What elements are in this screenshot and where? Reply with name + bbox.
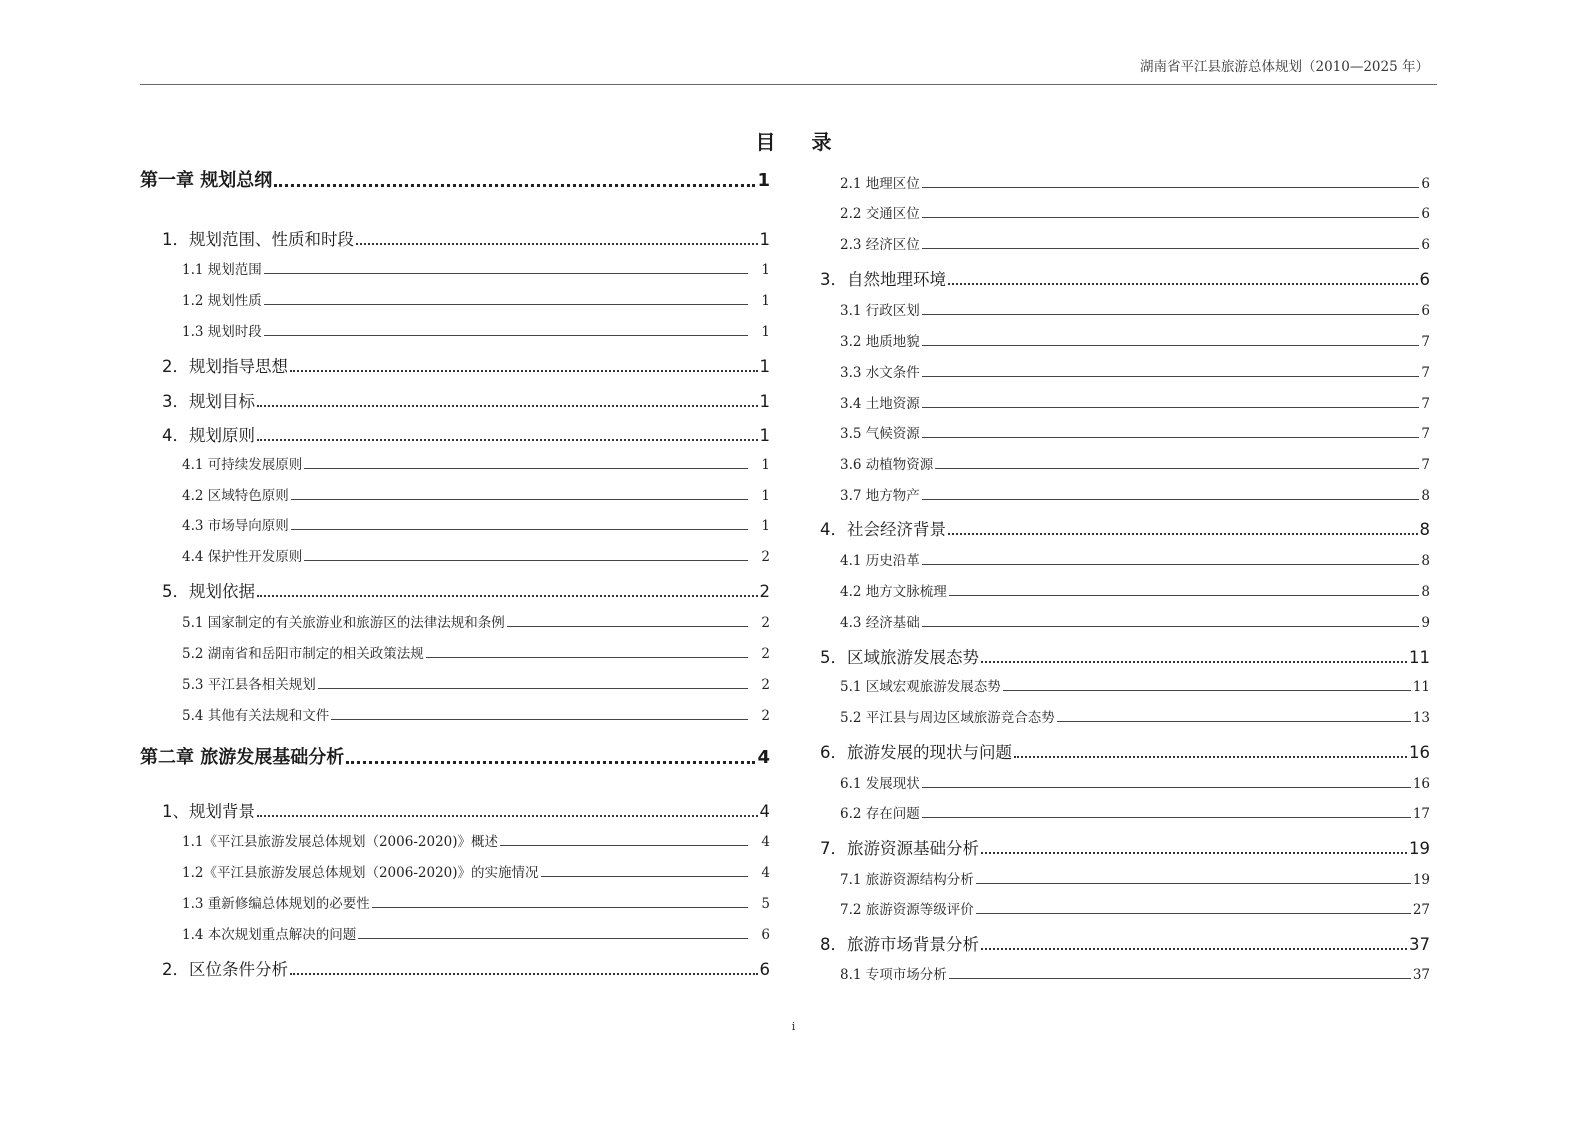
toc-page-number: 5 <box>761 896 770 912</box>
toc-leader <box>356 243 758 245</box>
toc-entry-label: 1.3 规划时段 <box>182 324 262 340</box>
toc-section-entry[interactable] <box>820 739 1430 763</box>
toc-page-number: 1 <box>759 357 770 376</box>
toc-leader <box>976 913 1411 914</box>
toc-page-number: 1 <box>761 293 770 309</box>
toc-section-entry[interactable] <box>140 353 770 377</box>
toc-page-number: 1 <box>759 426 770 445</box>
toc-section-entry[interactable] <box>820 835 1430 859</box>
toc-entry-label: 3.5 气候资源 <box>840 426 920 442</box>
toc-page-number: 6 <box>1421 237 1430 253</box>
toc-page-number: 2 <box>761 677 770 693</box>
toc-entry-label: 5．规划依据 <box>162 582 255 601</box>
toc-section-entry[interactable] <box>820 931 1430 955</box>
toc-subsection-entry[interactable] <box>820 233 1430 253</box>
toc-entry-label: 7.1 旅游资源结构分析 <box>840 872 974 888</box>
toc-page-number: 1 <box>757 170 770 191</box>
toc-page-number: 1 <box>759 230 770 249</box>
toc-subsection-entry[interactable] <box>140 514 770 534</box>
toc-entry-label: 2.2 交通区位 <box>840 206 920 222</box>
toc-subsection-entry[interactable] <box>820 706 1430 726</box>
toc-subsection-entry[interactable] <box>140 861 770 881</box>
toc-page-number: 8 <box>1421 488 1430 504</box>
toc-chapter-entry[interactable] <box>140 166 770 192</box>
toc-leader <box>948 283 1418 285</box>
toc-entry-label: 第一章 规划总纲 <box>140 170 273 191</box>
toc-subsection-entry[interactable] <box>820 202 1430 222</box>
toc-entry-label: 4.2 地方文脉梳理 <box>840 584 947 600</box>
toc-page-number: 9 <box>1421 615 1430 631</box>
toc-page-number: 37 <box>1409 935 1430 954</box>
toc-page-number: 19 <box>1409 839 1430 858</box>
toc-leader <box>257 815 758 817</box>
toc-page-number: 7 <box>1421 365 1430 381</box>
toc-leader <box>331 719 748 720</box>
toc-entry-label: 1．规划范围、性质和时段 <box>162 230 354 249</box>
toc-leader <box>922 187 1420 188</box>
toc-leader <box>981 852 1407 854</box>
toc-section-entry[interactable] <box>820 516 1430 540</box>
toc-entry-label: 8.1 专项市场分析 <box>840 967 947 983</box>
toc-page-number: 7 <box>1421 396 1430 412</box>
toc-section-entry[interactable] <box>140 956 770 980</box>
toc-leader <box>291 499 748 500</box>
toc-entry-label: 6.1 发展现状 <box>840 776 920 792</box>
toc-leader <box>922 248 1420 249</box>
toc-entry-label: 3．规划目标 <box>162 392 255 411</box>
toc-leader <box>922 626 1420 627</box>
toc-leader <box>949 595 1420 596</box>
toc-page-number: 1 <box>761 324 770 340</box>
toc-subsection-entry[interactable] <box>820 422 1430 442</box>
toc-page-number: 4 <box>759 802 770 821</box>
toc-page-number: 8 <box>1421 584 1430 600</box>
toc-leader <box>948 533 1418 535</box>
toc-subsection-entry[interactable] <box>820 802 1430 822</box>
toc-leader <box>922 437 1420 438</box>
toc-page-number: 8 <box>1419 520 1430 539</box>
toc-entry-label: 2．区位条件分析 <box>162 960 288 979</box>
toc-entry-label: 5.4 其他有关法规和文件 <box>182 708 330 724</box>
toc-page-number: 6 <box>1419 270 1430 289</box>
toc-entry-label: 3.4 土地资源 <box>840 396 920 412</box>
toc-entry-label: 5．区域旅游发展态势 <box>820 648 979 667</box>
toc-leader <box>264 335 748 336</box>
toc-subsection-entry[interactable] <box>820 963 1430 983</box>
toc-entry-label: 3．自然地理环境 <box>820 270 946 289</box>
toc-leader <box>507 626 748 627</box>
running-header: 湖南省平江县旅游总体规划（2010—2025 年） <box>1139 59 1429 75</box>
toc-entry-label: 8．旅游市场背景分析 <box>820 935 979 954</box>
toc-entry-label: 6.2 存在问题 <box>840 806 920 822</box>
toc-page-number: 1 <box>761 488 770 504</box>
toc-entry-label: 1.2《平江县旅游发展总体规划（2006-2020)》的实施情况 <box>182 865 539 881</box>
toc-leader <box>346 761 755 764</box>
toc-leader <box>290 973 758 975</box>
toc-page-number: 1 <box>761 518 770 534</box>
header-rule <box>140 84 1437 85</box>
toc-page-number: 4 <box>757 747 770 768</box>
toc-page-number: 2 <box>759 582 770 601</box>
toc-leader <box>290 370 758 372</box>
toc-entry-label: 5.3 平江县各相关规划 <box>182 677 316 693</box>
toc-leader <box>922 345 1420 346</box>
toc-leader <box>264 273 748 274</box>
toc-entry-label: 1.4 本次规划重点解决的问题 <box>182 927 357 943</box>
toc-page-number: 1 <box>761 262 770 278</box>
toc-entry-label: 4.3 市场导向原则 <box>182 518 289 534</box>
toc-leader <box>935 468 1419 469</box>
toc-leader <box>500 845 748 846</box>
toc-subsection-entry[interactable] <box>140 258 770 278</box>
toc-page-number: 1 <box>761 457 770 473</box>
toc-entry-label: 第二章 旅游发展基础分析 <box>140 747 345 768</box>
toc-entry-label: 1.1 规划范围 <box>182 262 262 278</box>
toc-leader <box>318 688 748 689</box>
toc-leader <box>922 564 1420 565</box>
toc-section-entry[interactable] <box>140 226 770 250</box>
toc-page-number: 2 <box>761 708 770 724</box>
toc-leader <box>922 376 1420 377</box>
toc-leader <box>1057 721 1411 722</box>
toc-section-entry[interactable] <box>140 388 770 412</box>
toc-leader <box>257 595 758 597</box>
toc-entry-label: 4．规划原则 <box>162 426 255 445</box>
toc-leader <box>358 938 748 939</box>
toc-subsection-entry[interactable] <box>140 611 770 631</box>
toc-leader <box>1003 690 1411 691</box>
toc-subsection-entry[interactable] <box>820 361 1430 381</box>
toc-page-number: 6 <box>759 960 770 979</box>
toc-entry-label: 1.1《平江县旅游发展总体规划（2006-2020)》概述 <box>182 834 499 850</box>
toc-page-number: 7 <box>1421 426 1430 442</box>
toc-entry-label: 1.3 重新修编总体规划的必要性 <box>182 896 370 912</box>
toc-page-number: 4 <box>761 834 770 850</box>
toc-entry-label: 6．旅游发展的现状与问题 <box>820 743 1012 762</box>
toc-leader <box>426 657 748 658</box>
toc-subsection-entry[interactable] <box>820 772 1430 792</box>
toc-subsection-entry[interactable] <box>820 172 1430 192</box>
toc-page-number: 16 <box>1409 743 1430 762</box>
toc-chapter-entry[interactable] <box>140 743 770 769</box>
toc-page-number: 2 <box>761 549 770 565</box>
toc-subsection-entry[interactable] <box>140 545 770 565</box>
toc-subsection-entry[interactable] <box>820 611 1430 631</box>
toc-entry-label: 3.7 地方物产 <box>840 488 920 504</box>
toc-subsection-entry[interactable] <box>820 675 1430 695</box>
toc-page-number: 8 <box>1421 553 1430 569</box>
toc-entry-label: 4.3 经济基础 <box>840 615 920 631</box>
toc-title: 目录 <box>755 130 868 154</box>
toc-leader <box>257 405 758 407</box>
toc-entry-label: 3.3 水文条件 <box>840 365 920 381</box>
toc-subsection-entry[interactable] <box>820 868 1430 888</box>
toc-subsection-entry[interactable] <box>140 673 770 693</box>
toc-page-number: 37 <box>1412 967 1430 983</box>
toc-entry-label: 4.1 历史沿革 <box>840 553 920 569</box>
toc-entry-label: 4．社会经济背景 <box>820 520 946 539</box>
toc-page-number: 16 <box>1412 776 1430 792</box>
toc-entry-label: 5.1 国家制定的有关旅游业和旅游区的法律法规和条例 <box>182 615 505 631</box>
toc-subsection-entry[interactable] <box>140 704 770 724</box>
toc-page-number: 1 <box>759 392 770 411</box>
toc-page-number: 11 <box>1409 648 1430 667</box>
toc-leader <box>981 661 1407 663</box>
page-number: i <box>791 1020 796 1033</box>
toc-page-number: 27 <box>1412 902 1430 918</box>
toc-page-number: 2 <box>761 646 770 662</box>
toc-subsection-entry[interactable] <box>820 898 1430 918</box>
toc-leader <box>372 907 748 908</box>
toc-leader <box>274 184 755 187</box>
toc-entry-label: 4.2 区域特色原则 <box>182 488 289 504</box>
toc-leader <box>922 407 1420 408</box>
toc-subsection-entry[interactable] <box>140 289 770 309</box>
toc-subsection-entry[interactable] <box>140 830 770 850</box>
toc-entry-label: 5.2 平江县与周边区域旅游竞合态势 <box>840 710 1055 726</box>
toc-leader <box>291 529 748 530</box>
toc-entry-label: 5.1 区域宏观旅游发展态势 <box>840 679 1001 695</box>
toc-page-number: 11 <box>1412 679 1430 695</box>
toc-leader <box>922 217 1420 218</box>
toc-subsection-entry[interactable] <box>140 484 770 504</box>
toc-subsection-entry[interactable] <box>820 580 1430 600</box>
toc-entry-label: 2.3 经济区位 <box>840 237 920 253</box>
toc-subsection-entry[interactable] <box>140 642 770 662</box>
toc-subsection-entry[interactable] <box>820 453 1430 473</box>
toc-subsection-entry[interactable] <box>140 453 770 473</box>
toc-subsection-entry[interactable] <box>140 320 770 340</box>
toc-leader <box>922 499 1420 500</box>
toc-leader <box>257 439 758 441</box>
toc-section-entry[interactable] <box>140 798 770 822</box>
toc-entry-label: 1、规划背景 <box>162 802 255 821</box>
toc-entry-label: 2.1 地理区位 <box>840 176 920 192</box>
toc-entry-label: 7．旅游资源基础分析 <box>820 839 979 858</box>
toc-section-entry[interactable] <box>140 578 770 602</box>
toc-section-entry[interactable] <box>140 422 770 446</box>
toc-section-entry[interactable] <box>820 266 1430 290</box>
toc-leader <box>304 468 748 469</box>
toc-leader <box>922 787 1411 788</box>
toc-leader <box>922 817 1411 818</box>
toc-leader <box>981 948 1407 950</box>
toc-leader <box>976 883 1411 884</box>
toc-subsection-entry[interactable] <box>140 892 770 912</box>
toc-page-number: 2 <box>761 615 770 631</box>
toc-page-number: 17 <box>1412 806 1430 822</box>
toc-leader <box>541 876 748 877</box>
toc-leader <box>304 560 748 561</box>
toc-section-entry[interactable] <box>820 644 1430 668</box>
toc-page-number: 6 <box>1421 206 1430 222</box>
toc-page-number: 7 <box>1421 457 1430 473</box>
toc-page-number: 6 <box>1421 303 1430 319</box>
toc-subsection-entry[interactable] <box>820 299 1430 319</box>
toc-entry-label: 1.2 规划性质 <box>182 293 262 309</box>
toc-entry-label: 2．规划指导思想 <box>162 357 288 376</box>
toc-page-number: 19 <box>1412 872 1430 888</box>
toc-leader <box>922 314 1420 315</box>
toc-page-number: 6 <box>1421 176 1430 192</box>
toc-leader <box>264 304 748 305</box>
toc-entry-label: 3.2 地质地貌 <box>840 334 920 350</box>
toc-entry-label: 7.2 旅游资源等级评价 <box>840 902 974 918</box>
toc-subsection-entry[interactable] <box>820 549 1430 569</box>
toc-page-number: 4 <box>761 865 770 881</box>
toc-entry-label: 4.1 可持续发展原则 <box>182 457 303 473</box>
toc-subsection-entry[interactable] <box>140 923 770 943</box>
toc-leader <box>949 978 1411 979</box>
toc-page-number: 6 <box>761 927 770 943</box>
toc-leader <box>1014 756 1407 758</box>
toc-entry-label: 4.4 保护性开发原则 <box>182 549 303 565</box>
toc-entry-label: 3.1 行政区划 <box>840 303 920 319</box>
toc-subsection-entry[interactable] <box>820 392 1430 412</box>
toc-page-number: 13 <box>1412 710 1430 726</box>
toc-subsection-entry[interactable] <box>820 484 1430 504</box>
toc-subsection-entry[interactable] <box>820 330 1430 350</box>
toc-entry-label: 3.6 动植物资源 <box>840 457 934 473</box>
toc-page-number: 7 <box>1421 334 1430 350</box>
toc-entry-label: 5.2 湖南省和岳阳市制定的相关政策法规 <box>182 646 424 662</box>
